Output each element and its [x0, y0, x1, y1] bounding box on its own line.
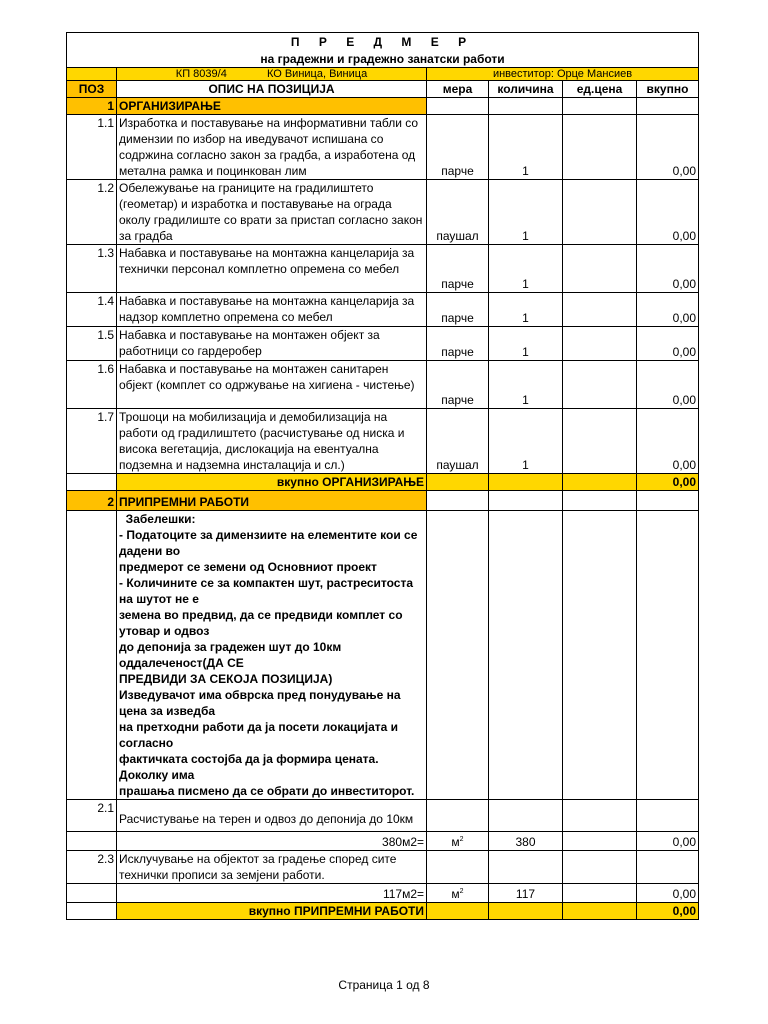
item-total: 0,00	[637, 884, 699, 903]
item-unit: паушал	[427, 409, 489, 474]
item-quantity: 1	[489, 293, 563, 327]
item-quantity-calc: 117м2=	[117, 884, 427, 903]
table-row	[67, 180, 699, 245]
item-quantity: 117	[489, 884, 563, 903]
empty-cell	[489, 98, 563, 115]
item-unit: парче	[427, 245, 489, 293]
item-position: 1.4	[67, 293, 117, 327]
item-total: 0,00	[637, 327, 699, 361]
empty-cell	[563, 851, 637, 884]
empty-cell	[67, 511, 117, 800]
column-header-desc: ОПИС НА ПОЗИЦИЈА	[117, 81, 427, 98]
item-total: 0,00	[637, 180, 699, 245]
cadastral-municipality: КО Виница, Виница	[266, 68, 368, 80]
item-total: 0,00	[637, 409, 699, 474]
empty-cell	[563, 800, 637, 832]
notes-line: - Податоците за димензиите на елементите кои се дадени во	[119, 528, 421, 558]
document-subtitle: на градежни и градежно занатски работи	[67, 50, 699, 68]
item-position: 1.7	[67, 409, 117, 474]
empty-cell	[563, 474, 637, 491]
section-subtotal-label: вкупно ОРГАНИЗИРАЊЕ	[117, 474, 427, 491]
empty-cell	[489, 800, 563, 832]
notes-line: прашања писмено да се обрати до инвеститорот.	[119, 784, 415, 798]
item-unit-price	[563, 409, 637, 474]
item-total: 0,00	[637, 245, 699, 293]
table-row	[67, 851, 699, 884]
item-quantity: 1	[489, 245, 563, 293]
notes-line: - Количините се за компактен шут, растреситоста на шутот не е	[119, 576, 417, 606]
item-unit-price	[563, 245, 637, 293]
item-unit: парче	[427, 115, 489, 180]
column-header-price: ед.цена	[563, 81, 637, 98]
section-number: 2	[67, 491, 117, 511]
notes-line: Забелешки:	[119, 512, 196, 526]
item-description: Изработка и поставување на информативни табли со димензии по избор на иведувачот испишана со содржина согласно закон за градба, а изработена од метална рамка и поцинкован лим	[117, 115, 427, 180]
empty-cell	[637, 491, 699, 511]
table-row	[67, 800, 699, 832]
item-total: 0,00	[637, 115, 699, 180]
empty-cell	[67, 884, 117, 903]
item-unit: паушал	[427, 180, 489, 245]
notes-line: ПРЕДВИДИ ЗА СЕКОЈА ПОЗИЦИЈА)	[119, 672, 333, 686]
item-description: Набавка и поставување на монтажен санитарен објект (комплет со одржување на хигиена - чистење)	[117, 361, 427, 409]
item-quantity: 1	[489, 115, 563, 180]
empty-cell	[427, 851, 489, 884]
notes-line: Изведувачот има обврска пред понудување на цена за изведба	[119, 688, 404, 718]
unit-exponent: 2	[459, 836, 464, 843]
unit-text: м	[451, 835, 460, 849]
column-header-pos: ПОЗ	[67, 81, 117, 98]
item-unit-price	[563, 832, 637, 851]
notes-line: до депонија за градежен шут до 10км оддалеченост(ДА СЕ	[119, 640, 345, 670]
page-number: Страница 1 од 8	[338, 978, 430, 992]
investor-label: инвеститор: Орце Мансиев	[427, 68, 699, 81]
empty-cell	[563, 98, 637, 115]
section-number: 1	[67, 98, 117, 115]
section-subtotal-value: 0,00	[637, 474, 699, 491]
item-quantity: 1	[489, 409, 563, 474]
item-total: 0,00	[637, 361, 699, 409]
item-position: 1.6	[67, 361, 117, 409]
empty-cell	[67, 68, 117, 81]
item-description: Исклучување на објектот за градење според сите технички прописи за земјени работи.	[117, 851, 427, 884]
empty-cell	[427, 511, 489, 800]
item-quantity-calc: 380м2=	[117, 832, 427, 851]
item-description: Расчистување на терен и одвоз до депонија до 10км	[117, 800, 427, 832]
item-unit-price	[563, 115, 637, 180]
empty-cell	[637, 800, 699, 832]
column-header-total: вкупно	[637, 81, 699, 98]
empty-cell	[637, 511, 699, 800]
empty-cell	[563, 491, 637, 511]
item-description: Набавка и поставување на монтажен објект за работници со гардеробер	[117, 327, 427, 361]
empty-cell	[637, 98, 699, 115]
item-position: 2.3	[67, 851, 117, 884]
item-position: 1.3	[67, 245, 117, 293]
item-unit-price	[563, 180, 637, 245]
item-position: 1.5	[67, 327, 117, 361]
section-title: ПРИПРЕМНИ РАБОТИ	[117, 491, 427, 511]
table-row	[67, 327, 699, 361]
empty-cell	[489, 511, 563, 800]
empty-cell	[489, 491, 563, 511]
item-quantity: 1	[489, 327, 563, 361]
empty-cell	[489, 851, 563, 884]
empty-cell	[427, 98, 489, 115]
parcel-number: КП 8039/4	[175, 68, 227, 80]
item-total: 0,00	[637, 832, 699, 851]
empty-cell	[427, 800, 489, 832]
item-unit	[427, 884, 489, 903]
empty-cell	[563, 903, 637, 920]
empty-cell	[67, 832, 117, 851]
notes-block	[117, 511, 427, 800]
document-title: П Р Е Д М Е Р	[67, 33, 699, 50]
empty-cell	[427, 491, 489, 511]
table-row	[67, 409, 699, 474]
item-description: Набавка и поставување на монтажна канцеларија за надзор комплетно опремена со мебел	[117, 293, 427, 327]
empty-cell	[489, 474, 563, 491]
empty-cell	[489, 903, 563, 920]
item-unit: парче	[427, 327, 489, 361]
item-description: Набавка и поставување на монтажна канцеларија за технички персонал комплетно опремена со мебел	[117, 245, 427, 293]
empty-cell	[67, 474, 117, 491]
notes-line: предмерот се земени од Основниот проект	[119, 560, 377, 574]
column-header-qty: количина	[489, 81, 563, 98]
item-quantity: 380	[489, 832, 563, 851]
item-quantity: 1	[489, 361, 563, 409]
item-quantity: 1	[489, 180, 563, 245]
table-row	[67, 832, 699, 851]
empty-cell	[427, 474, 489, 491]
notes-line: на претходни работи да ја посети локацијата и согласно	[119, 720, 402, 750]
item-unit: парче	[427, 293, 489, 327]
item-description: Обележување на границите на градилиштето (геометар) и изработка и поставување на ограда околу градилиште со врати за пристап согласно закон за градба	[117, 180, 427, 245]
section-subtotal-value: 0,00	[637, 903, 699, 920]
table-row	[67, 115, 699, 180]
section-title: ОРГАНИЗИРАЊЕ	[117, 98, 427, 115]
item-position: 1.1	[67, 115, 117, 180]
empty-cell	[637, 851, 699, 884]
item-position: 2.1	[67, 800, 117, 832]
bill-of-quantities-table	[66, 32, 699, 920]
section-subtotal-label: вкупно ПРИПРЕМНИ РАБОТИ	[117, 903, 427, 920]
table-row	[67, 293, 699, 327]
item-unit-price	[563, 361, 637, 409]
column-header-unit: мера	[427, 81, 489, 98]
item-unit-price	[563, 884, 637, 903]
table-row	[67, 245, 699, 293]
item-unit-price	[563, 327, 637, 361]
table-row	[67, 884, 699, 903]
item-total: 0,00	[637, 293, 699, 327]
notes-line: фактичката состојба да ја формира цената. Доколку има	[119, 752, 382, 782]
item-position: 1.2	[67, 180, 117, 245]
unit-text: м	[451, 887, 460, 901]
table-row	[67, 361, 699, 409]
empty-cell	[563, 511, 637, 800]
item-unit: парче	[427, 361, 489, 409]
empty-cell	[427, 903, 489, 920]
item-unit-price	[563, 293, 637, 327]
item-unit	[427, 832, 489, 851]
location-cell	[117, 68, 427, 81]
empty-cell	[67, 903, 117, 920]
item-description: Трошоци на мобилизација и демобилизација на работи од градилиштето (расчистување од ниска и висока вегетација, дислокација на евентуална подземна и надземна инсталација и сл.)	[117, 409, 427, 474]
notes-line: земена во предвид, да се предвиди комплет со утовар и одвоз	[119, 608, 406, 638]
unit-exponent: 2	[459, 888, 464, 895]
